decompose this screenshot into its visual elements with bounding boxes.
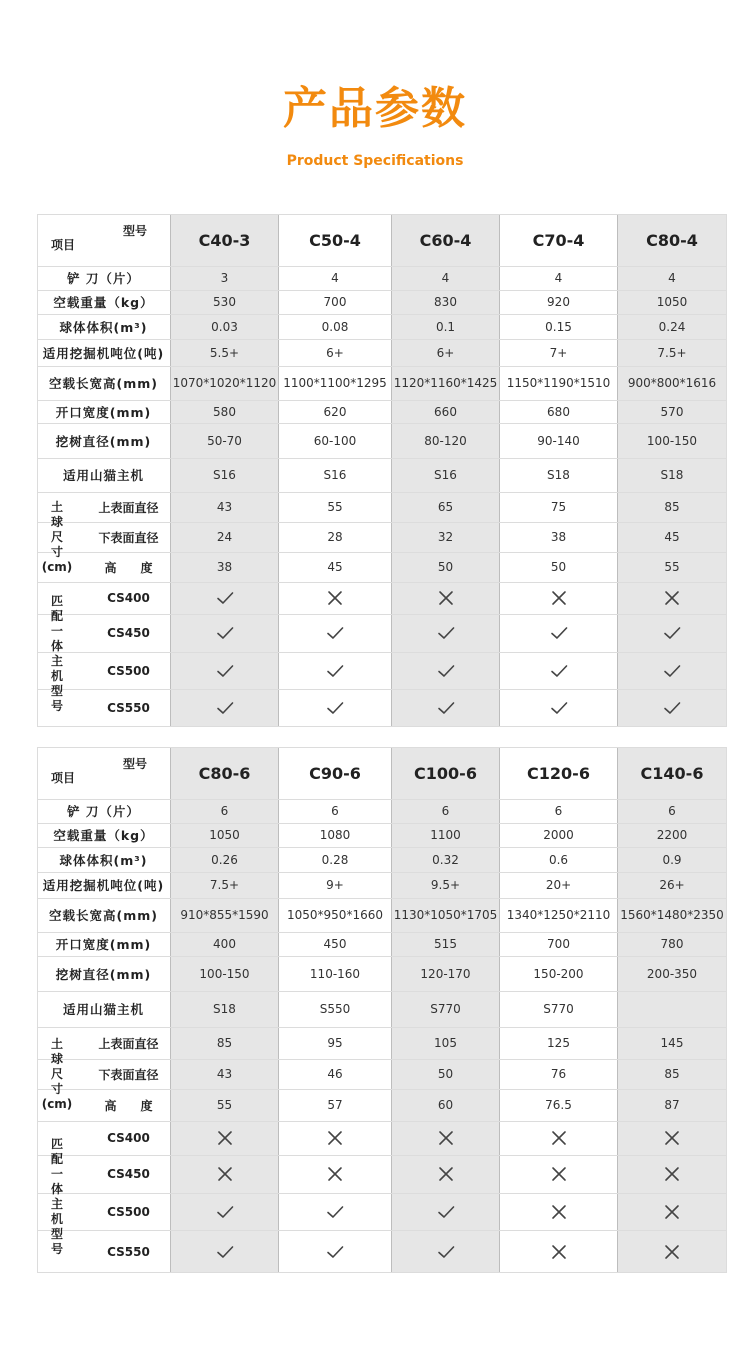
value-cell-ball_bottom: 85 bbox=[664, 1067, 680, 1081]
check-icon bbox=[436, 1202, 456, 1222]
cross-icon bbox=[549, 588, 569, 608]
value-cell-volume: 0.32 bbox=[432, 852, 459, 867]
row-label-cs500: CS500 bbox=[107, 1204, 150, 1219]
row-label-ball_bottom: 下表面直径 bbox=[98, 530, 159, 545]
compat-cell-cs500 bbox=[170, 652, 279, 689]
value-cell-opening: 400 bbox=[213, 937, 236, 951]
row-label-cs450: CS450 bbox=[107, 1167, 150, 1181]
compat-cell-cs450 bbox=[170, 1155, 279, 1193]
cross-icon bbox=[436, 588, 456, 608]
check-icon bbox=[436, 661, 456, 681]
row-label-blades: 铲 刀（片） bbox=[67, 271, 140, 286]
check-icon bbox=[662, 661, 682, 681]
value-cell-weight: 920 bbox=[547, 295, 570, 309]
value-cell-dimensions: 1100*1100*1295 bbox=[283, 376, 387, 390]
row-label-weight: 空载重量（kg） bbox=[53, 295, 154, 310]
compat-cell-cs500 bbox=[279, 652, 391, 689]
compat-cell-cs550 bbox=[170, 1230, 279, 1273]
compat-cell-cs550 bbox=[617, 1230, 727, 1273]
value-cell-ball_height: 50 bbox=[550, 560, 567, 574]
model-name: C100-6 bbox=[414, 763, 477, 783]
check-icon bbox=[325, 623, 345, 643]
value-cell-ball_height: 57 bbox=[327, 1098, 343, 1112]
check-icon bbox=[215, 623, 235, 643]
value-cell-ball_height: 87 bbox=[664, 1098, 680, 1112]
row-label-skid_steer: 适用山猫主机 bbox=[62, 1002, 144, 1017]
value-cell-trunk: 150-200 bbox=[533, 966, 584, 981]
compat-cell-cs400 bbox=[617, 582, 727, 614]
compat-cell-cs500 bbox=[500, 1193, 617, 1230]
check-icon bbox=[215, 661, 235, 681]
match-host-group-label: 匹 配 一 体 主 机 型 号 bbox=[50, 594, 63, 713]
header-item-label: 项目 bbox=[51, 238, 76, 252]
value-cell-ball_height: 76.5 bbox=[545, 1098, 572, 1112]
value-cell-excavator: 6+ bbox=[436, 345, 455, 360]
cross-icon bbox=[662, 1202, 682, 1222]
value-cell-excavator: 7.5+ bbox=[209, 878, 240, 892]
value-cell-skid_steer: S18 bbox=[213, 1002, 236, 1016]
row-label-dimensions: 空载长宽高(mm) bbox=[49, 376, 158, 391]
value-cell-volume: 0.08 bbox=[321, 319, 349, 334]
row-label-trunk: 挖树直径(mm) bbox=[55, 966, 152, 982]
row-label-cs400: CS400 bbox=[107, 591, 150, 605]
cross-icon bbox=[325, 1164, 345, 1184]
row-label-excavator: 适用挖掘机吨位(吨) bbox=[42, 878, 165, 893]
value-cell-dimensions: 1130*1050*1705 bbox=[393, 908, 498, 922]
value-cell-blades: 4 bbox=[668, 271, 676, 285]
value-cell-weight: 830 bbox=[434, 295, 457, 309]
row-label-trunk: 挖树直径(mm) bbox=[55, 433, 152, 449]
value-cell-dimensions: 1560*1480*2350 bbox=[620, 908, 724, 922]
check-icon bbox=[436, 1242, 456, 1262]
check-icon bbox=[325, 1242, 345, 1262]
compat-cell-cs500 bbox=[391, 1193, 500, 1230]
check-icon bbox=[436, 698, 456, 718]
compat-cell-cs450 bbox=[279, 1155, 391, 1193]
check-icon bbox=[215, 588, 235, 608]
row-label-volume: 球体体积(m³) bbox=[59, 852, 148, 868]
value-cell-ball_height: 38 bbox=[216, 560, 233, 574]
cross-icon bbox=[662, 588, 682, 608]
value-cell-trunk: 110-160 bbox=[309, 966, 361, 981]
value-cell-dimensions: 1150*1190*1510 bbox=[506, 376, 611, 390]
row-label-dimensions: 空载长宽高(mm) bbox=[49, 908, 158, 923]
compat-cell-cs550 bbox=[500, 1230, 617, 1273]
value-cell-ball_top: 85 bbox=[216, 1036, 233, 1050]
compat-cell-cs450 bbox=[617, 1155, 727, 1193]
value-cell-ball_bottom: 46 bbox=[327, 1067, 343, 1081]
compat-cell-cs450 bbox=[391, 614, 500, 652]
cross-icon bbox=[436, 1164, 456, 1184]
value-cell-trunk: 50-70 bbox=[207, 433, 242, 448]
compat-cell-cs500 bbox=[391, 652, 500, 689]
value-cell-blades: 4 bbox=[331, 271, 339, 285]
value-cell-opening: 515 bbox=[434, 937, 457, 951]
compat-cell-cs400 bbox=[279, 1121, 391, 1155]
compat-cell-cs400 bbox=[391, 1121, 500, 1155]
value-cell-dimensions: 1050*950*1660 bbox=[287, 908, 383, 922]
value-cell-weight: 2200 bbox=[656, 828, 688, 842]
value-cell-volume: 0.24 bbox=[658, 319, 686, 334]
row-label-cs450: CS450 bbox=[107, 626, 150, 640]
value-cell-opening: 450 bbox=[323, 937, 347, 951]
value-cell-trunk: 100-150 bbox=[646, 433, 698, 448]
row-label-ball_top: 上表面直径 bbox=[98, 1036, 159, 1051]
check-icon bbox=[325, 661, 345, 681]
cross-icon bbox=[549, 1128, 569, 1148]
value-cell-trunk: 200-350 bbox=[646, 966, 698, 981]
cross-icon bbox=[662, 1242, 682, 1262]
value-cell-skid_steer: S16 bbox=[213, 468, 236, 482]
value-cell-blades: 6 bbox=[668, 804, 676, 818]
compat-cell-cs400 bbox=[391, 582, 500, 614]
row-label-ball_height: 高 度 bbox=[104, 560, 153, 575]
value-cell-skid_steer: S550 bbox=[319, 1002, 351, 1016]
compat-cell-cs400 bbox=[170, 1121, 279, 1155]
cross-icon bbox=[662, 1128, 682, 1148]
value-cell-ball_top: 95 bbox=[327, 1036, 343, 1050]
spec-table-2 bbox=[37, 747, 727, 1273]
value-cell-ball_bottom: 32 bbox=[437, 530, 454, 544]
compat-cell-cs400 bbox=[170, 582, 279, 614]
value-cell-blades: 4 bbox=[554, 271, 563, 285]
cross-icon bbox=[662, 1164, 682, 1184]
value-cell-blades: 3 bbox=[220, 271, 229, 285]
value-cell-opening: 680 bbox=[547, 404, 570, 419]
check-icon bbox=[325, 1202, 345, 1222]
ball-size-group-label: 土 球 尺 寸 (cm) bbox=[41, 499, 73, 574]
header-model-label: 型号 bbox=[123, 224, 148, 238]
row-label-opening: 开口宽度(mm) bbox=[55, 937, 152, 952]
check-icon bbox=[325, 698, 345, 718]
value-cell-excavator: 7.5+ bbox=[657, 345, 687, 360]
value-cell-excavator: 26+ bbox=[659, 878, 685, 892]
compat-cell-cs500 bbox=[500, 652, 617, 689]
value-cell-blades: 4 bbox=[441, 271, 450, 285]
value-cell-dimensions: 1340*1250*2110 bbox=[506, 908, 611, 922]
compat-cell-cs450 bbox=[500, 614, 617, 652]
value-cell-ball_bottom: 76 bbox=[550, 1067, 567, 1081]
value-cell-ball_top: 85 bbox=[664, 500, 680, 514]
row-label-cs500: CS500 bbox=[107, 663, 150, 678]
value-cell-opening: 660 bbox=[434, 404, 457, 419]
value-cell-blades: 6 bbox=[331, 804, 339, 818]
value-cell-dimensions: 900*800*1616 bbox=[627, 376, 717, 390]
value-cell-dimensions: 910*855*1590 bbox=[180, 908, 269, 922]
value-cell-ball_bottom: 24 bbox=[216, 530, 233, 544]
compat-cell-cs500 bbox=[617, 1193, 727, 1230]
value-cell-ball_top: 65 bbox=[437, 500, 454, 514]
row-label-cs400: CS400 bbox=[107, 1131, 150, 1145]
compat-cell-cs550 bbox=[279, 1230, 391, 1273]
cross-icon bbox=[436, 1128, 456, 1148]
check-icon bbox=[215, 698, 235, 718]
check-icon bbox=[436, 623, 456, 643]
compat-cell-cs550 bbox=[617, 689, 727, 726]
value-cell-trunk: 60-100 bbox=[313, 433, 357, 448]
compat-cell-cs450 bbox=[500, 1155, 617, 1193]
model-name: C40-3 bbox=[198, 230, 251, 250]
model-name: C120-6 bbox=[527, 763, 590, 783]
value-cell-ball_height: 55 bbox=[216, 1098, 233, 1112]
spec-table-1 bbox=[37, 214, 727, 727]
value-cell-dimensions: 1070*1020*1120 bbox=[172, 376, 277, 390]
value-cell-blades: 6 bbox=[220, 804, 229, 818]
compat-cell-cs500 bbox=[279, 1193, 391, 1230]
value-cell-skid_steer: S16 bbox=[434, 468, 457, 482]
value-cell-ball_height: 60 bbox=[437, 1098, 454, 1112]
value-cell-ball_top: 75 bbox=[550, 500, 567, 514]
value-cell-trunk: 120-170 bbox=[420, 966, 471, 981]
value-cell-trunk: 80-120 bbox=[424, 433, 467, 448]
model-name: C140-6 bbox=[640, 763, 704, 783]
row-label-cs550: CS550 bbox=[107, 700, 150, 715]
row-label-blades: 铲 刀（片） bbox=[67, 804, 140, 819]
cross-icon bbox=[325, 588, 345, 608]
value-cell-blades: 6 bbox=[441, 804, 450, 818]
model-name: C80-6 bbox=[198, 763, 251, 783]
value-cell-opening: 780 bbox=[660, 937, 684, 951]
value-cell-weight: 1050 bbox=[209, 828, 240, 842]
check-icon bbox=[549, 623, 569, 643]
value-cell-ball_top: 145 bbox=[660, 1036, 684, 1050]
value-cell-volume: 0.26 bbox=[211, 852, 238, 867]
compat-cell-cs550 bbox=[391, 1230, 500, 1273]
value-cell-volume: 0.28 bbox=[321, 852, 349, 867]
cross-icon bbox=[549, 1164, 569, 1184]
model-name: C80-4 bbox=[646, 230, 698, 250]
compat-cell-cs550 bbox=[500, 689, 617, 726]
value-cell-excavator: 20+ bbox=[545, 878, 572, 892]
value-cell-skid_steer bbox=[617, 991, 727, 1027]
cross-icon bbox=[549, 1202, 569, 1222]
value-cell-ball_top: 43 bbox=[216, 500, 233, 514]
model-name: C60-4 bbox=[419, 230, 472, 250]
compat-cell-cs450 bbox=[170, 614, 279, 652]
value-cell-ball_top: 125 bbox=[547, 1036, 570, 1050]
value-cell-opening: 580 bbox=[213, 404, 236, 419]
value-cell-opening: 620 bbox=[323, 404, 347, 419]
value-cell-excavator: 9+ bbox=[326, 878, 344, 892]
value-cell-opening: 700 bbox=[547, 937, 570, 951]
row-label-volume: 球体体积(m³) bbox=[59, 319, 148, 335]
row-label-cs550: CS550 bbox=[107, 1244, 150, 1259]
value-cell-volume: 0.6 bbox=[548, 852, 569, 867]
page-subtitle: Product Specifications bbox=[286, 153, 464, 169]
value-cell-ball_bottom: 50 bbox=[437, 1067, 454, 1081]
value-cell-ball_bottom: 43 bbox=[216, 1067, 233, 1081]
compat-cell-cs500 bbox=[170, 1193, 279, 1230]
row-label-excavator: 适用挖掘机吨位(吨) bbox=[42, 345, 165, 361]
header-item-label: 项目 bbox=[51, 771, 76, 785]
value-cell-excavator: 6+ bbox=[326, 345, 344, 360]
value-cell-ball_top: 55 bbox=[327, 500, 343, 514]
value-cell-dimensions: 1120*1160*1425 bbox=[393, 376, 498, 390]
check-icon bbox=[662, 623, 682, 643]
row-label-skid_steer: 适用山猫主机 bbox=[62, 468, 144, 483]
value-cell-weight: 1050 bbox=[656, 295, 688, 309]
model-name: C70-4 bbox=[532, 230, 585, 250]
check-icon bbox=[215, 1242, 235, 1262]
value-cell-trunk: 90-140 bbox=[537, 433, 580, 448]
compat-cell-cs400 bbox=[500, 582, 617, 614]
model-name: C90-6 bbox=[309, 763, 361, 783]
header-model-label: 型号 bbox=[123, 757, 148, 771]
match-host-group-label: 匹 配 一 体 主 机 型 号 bbox=[50, 1137, 63, 1256]
value-cell-ball_height: 50 bbox=[437, 560, 454, 574]
value-cell-weight: 530 bbox=[213, 295, 236, 309]
value-cell-skid_steer: S16 bbox=[323, 468, 347, 482]
value-cell-volume: 0.1 bbox=[435, 319, 456, 334]
compat-cell-cs500 bbox=[617, 652, 727, 689]
check-icon bbox=[549, 698, 569, 718]
value-cell-volume: 0.03 bbox=[211, 319, 238, 334]
value-cell-excavator: 5.5+ bbox=[209, 345, 240, 360]
value-cell-skid_steer: S18 bbox=[660, 468, 684, 482]
compat-cell-cs550 bbox=[170, 689, 279, 726]
value-cell-excavator: 7+ bbox=[549, 345, 568, 360]
model-name: C50-4 bbox=[309, 230, 361, 250]
row-label-ball_bottom: 下表面直径 bbox=[98, 1067, 159, 1082]
page-title: 产品参数 bbox=[283, 83, 467, 134]
check-icon bbox=[662, 698, 682, 718]
value-cell-ball_bottom: 38 bbox=[550, 530, 567, 544]
value-cell-skid_steer: S18 bbox=[547, 468, 570, 482]
compat-cell-cs400 bbox=[279, 582, 391, 614]
value-cell-skid_steer: S770 bbox=[543, 1002, 574, 1016]
compat-cell-cs450 bbox=[279, 614, 391, 652]
value-cell-weight: 700 bbox=[323, 295, 347, 309]
value-cell-skid_steer: S770 bbox=[430, 1002, 461, 1016]
value-cell-volume: 0.15 bbox=[545, 319, 572, 334]
compat-cell-cs400 bbox=[500, 1121, 617, 1155]
compat-cell-cs550 bbox=[279, 689, 391, 726]
value-cell-ball_bottom: 45 bbox=[664, 530, 680, 544]
value-cell-ball_height: 55 bbox=[664, 560, 680, 574]
value-cell-ball_height: 45 bbox=[327, 560, 343, 574]
cross-icon bbox=[215, 1128, 235, 1148]
cross-icon bbox=[549, 1242, 569, 1262]
value-cell-weight: 2000 bbox=[543, 828, 574, 842]
row-label-weight: 空载重量（kg） bbox=[53, 828, 154, 843]
value-cell-opening: 570 bbox=[660, 404, 684, 419]
check-icon bbox=[549, 661, 569, 681]
ball-size-group-label: 土 球 尺 寸 (cm) bbox=[41, 1036, 73, 1111]
value-cell-ball_top: 105 bbox=[434, 1036, 457, 1050]
cross-icon bbox=[215, 1164, 235, 1184]
compat-cell-cs450 bbox=[391, 1155, 500, 1193]
value-cell-weight: 1100 bbox=[430, 828, 461, 842]
row-label-ball_height: 高 度 bbox=[104, 1098, 153, 1113]
value-cell-excavator: 9.5+ bbox=[430, 878, 461, 892]
row-label-ball_top: 上表面直径 bbox=[98, 500, 159, 515]
value-cell-weight: 1080 bbox=[319, 828, 351, 842]
cross-icon bbox=[325, 1128, 345, 1148]
compat-cell-cs400 bbox=[617, 1121, 727, 1155]
value-cell-volume: 0.9 bbox=[662, 852, 682, 867]
compat-cell-cs450 bbox=[617, 614, 727, 652]
value-cell-trunk: 100-150 bbox=[199, 966, 250, 981]
compat-cell-cs550 bbox=[391, 689, 500, 726]
check-icon bbox=[215, 1202, 235, 1222]
value-cell-blades: 6 bbox=[554, 804, 563, 818]
value-cell-ball_bottom: 28 bbox=[327, 530, 343, 544]
row-label-opening: 开口宽度(mm) bbox=[55, 404, 152, 420]
